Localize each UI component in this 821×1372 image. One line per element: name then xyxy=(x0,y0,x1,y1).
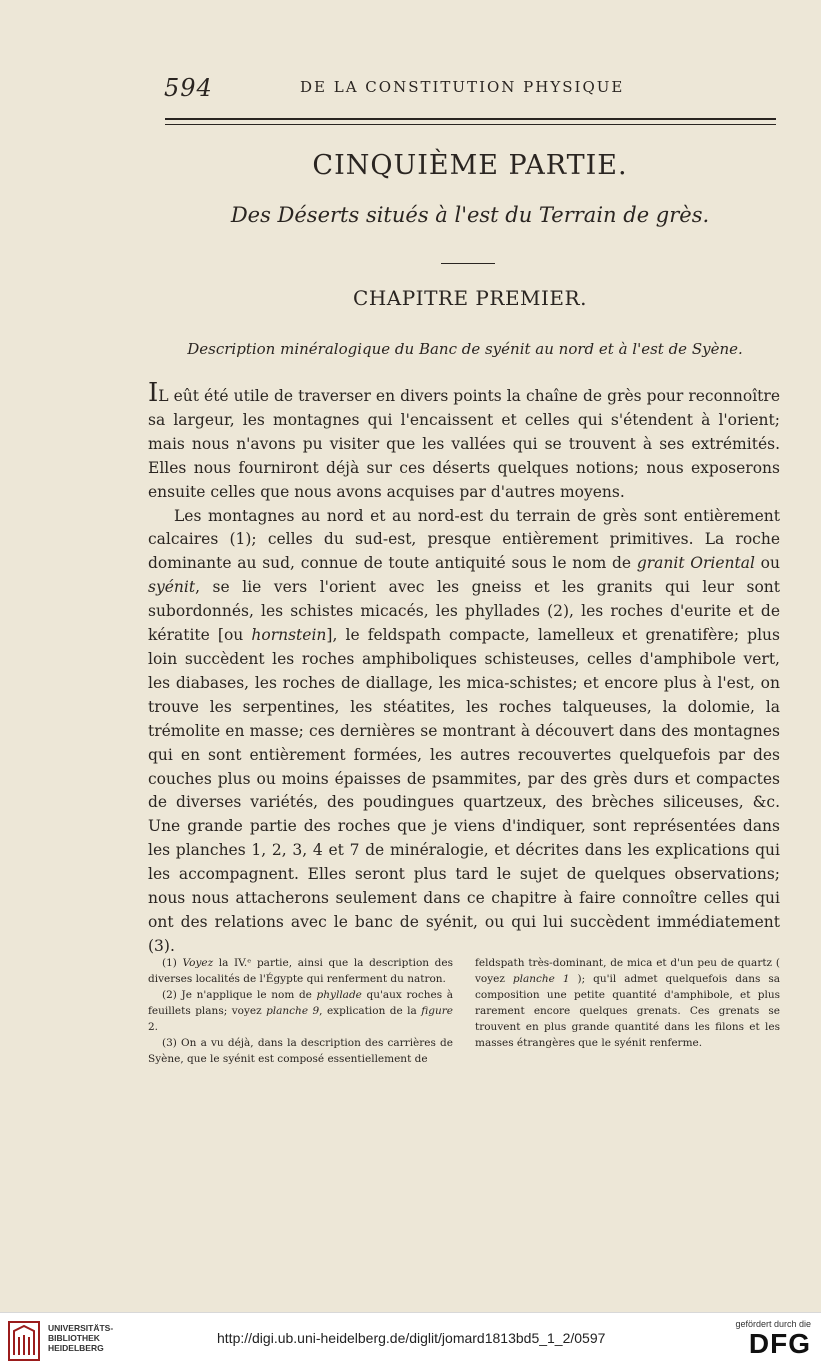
part-title: CINQUIÈME PARTIE. xyxy=(312,150,628,181)
library-name-line-1: UNIVERSITÄTS- xyxy=(48,1323,114,1333)
library-name[interactable] xyxy=(48,1323,113,1353)
paragraph-1-text: L eût été utile de traverser en divers points la chaîne de grès pour reconnoître sa largeur, les montagnes qui l'encaissent et celles qui s'étendent à l'orient; mais nous n'avons pu visiter que les vallées qui se trouvent à ses extrémités. Elles nous fourniront déjà sur ces déserts quelques notions; nous exposerons ensuite celles que nous avons acquises par d'autres moyens. xyxy=(148,387,780,501)
footnote-1-italic: Voyez xyxy=(182,957,214,969)
running-head: DE LA CONSTITUTION PHYSIQUE xyxy=(300,78,625,96)
footnotes-column-left xyxy=(148,955,453,1067)
footnotes xyxy=(148,955,780,1067)
italic-term-granit: granit Oriental xyxy=(636,554,755,573)
library-name-line-2: BIBLIOTHEK xyxy=(48,1333,100,1343)
paragraph-1 xyxy=(148,378,780,505)
footnote-2-italic-3: figure xyxy=(421,1005,453,1017)
footnote-3-cont-a: feldspath très-dominant, de mica et d'un peu de quartz ( voyez xyxy=(475,957,780,985)
permalink-url[interactable]: http://digi.ub.uni-heidelberg.de/diglit/jomard1813bd5_1_2/0597 xyxy=(217,1330,606,1346)
drop-cap: I xyxy=(148,378,159,408)
footnote-2-text-a: (2) Je n'applique le nom de xyxy=(162,989,317,1001)
body-text xyxy=(148,378,780,959)
chapter-title: CHAPITRE PREMIER. xyxy=(353,286,587,310)
library-name-line-3: HEIDELBERG xyxy=(48,1343,104,1353)
footnote-2-text-b: qu'aux roches à feuillets plans; voyez xyxy=(148,989,453,1017)
header-rule-thin xyxy=(165,124,776,125)
footnote-3: (3) On a vu déjà, dans la description des carrières de Syène, que le syénit est composé essentiellement de xyxy=(148,1037,453,1065)
italic-term-hornstein: hornstein xyxy=(251,626,327,645)
footnote-2-text-d: 2. xyxy=(148,1021,159,1033)
section-divider xyxy=(441,263,495,264)
footnote-3-cont-b: ); qu'il admet quelquefois dans sa composition une petite quantité d'amphibole, et plus rarement encore quelques grenats. Ces grenats se trouvent en plus grande quantité dans les filons et les masses étrangères que le syénit renferme. xyxy=(475,973,780,1049)
sponsor-text: gefördert durch die xyxy=(735,1319,811,1329)
page-number: 594 xyxy=(164,74,213,102)
footnote-1 xyxy=(148,955,453,987)
viewer-footer xyxy=(0,1312,821,1372)
sponsor[interactable] xyxy=(735,1319,811,1359)
paragraph-2 xyxy=(148,505,780,959)
footnotes-column-right xyxy=(475,955,780,1067)
footnote-2-italic-2: planche 9 xyxy=(266,1005,320,1017)
footnote-1-marker: (1) xyxy=(162,957,183,969)
page-header xyxy=(160,74,780,104)
paragraph-2-text-c: , se lie vers l'orient avec les gneiss et les granits qui leur sont subordonnés, les schistes micacés, les phyllades (2), les roches d'eurite et de kératite [ou xyxy=(148,578,780,645)
university-library-logo-icon[interactable] xyxy=(8,1321,40,1361)
footnote-3-continued xyxy=(475,955,780,1051)
footnote-1-text: la IV.ᵉ partie, ainsi que la description des diverses localités de l'Égypte qui renferment du natron. xyxy=(148,957,453,985)
footnote-2-text-c: , explication de la xyxy=(319,1005,422,1017)
paragraph-2-text-b: ou xyxy=(754,554,780,573)
footnote-2 xyxy=(148,987,453,1035)
paragraph-2-text-d: ], le feldspath compacte, lamelleux et grenatifère; plus loin succèdent les roches amphiboliques schisteuses, celles d'amphibole vert, les diabases, les roches de diallage, les mica-schistes; et encore plus à l'est, on trouve les serpentines, les stéatites, les roches talqueuses, la dolomie, la trémolite en masse; ces dernières se montrant à découvert dans des montagnes qui en sont entièrement formées, les autres recouvertes quelquefois par des couches plus ou moins épaisses de psammites, par des grès durs et compactes de diverses variétés, des poudingues quartzeux, des brèches siliceuses, &c. Une grande partie des roches que je viens d'indiquer, sont représentées dans les planches 1, 2, 3, 4 et 7 de minéralogie, et décrites dans les explications qui les accompagnent. Elles seront plus tard le sujet de quelques observations; nous nous attacherons seulement dans ce chapitre à faire connoître celles qui ont des relations avec le banc de syénit, ou qui lui succèdent immédiatement (3). xyxy=(148,626,780,955)
paragraph-2-text-a: Les montagnes au nord et au nord-est du terrain de grès sont entièrement calcaires (1); celles du sud-est, presque entièrement primitives. La roche dominante au sud, connue de toute antiquité sous le nom de xyxy=(148,506,780,573)
footnote-2-italic: phyllade xyxy=(316,989,362,1001)
chapter-subtitle: Description minéralogique du Banc de syénit au nord et à l'est de Syène. xyxy=(187,340,743,358)
footnote-3-cont-italic: planche 1 xyxy=(512,973,570,985)
italic-term-syenit: syénit xyxy=(148,578,196,597)
part-subtitle: Des Déserts situés à l'est du Terrain de grès. xyxy=(230,203,710,227)
header-rule-thick xyxy=(165,118,776,120)
dfg-logo: DFG xyxy=(748,1328,811,1359)
